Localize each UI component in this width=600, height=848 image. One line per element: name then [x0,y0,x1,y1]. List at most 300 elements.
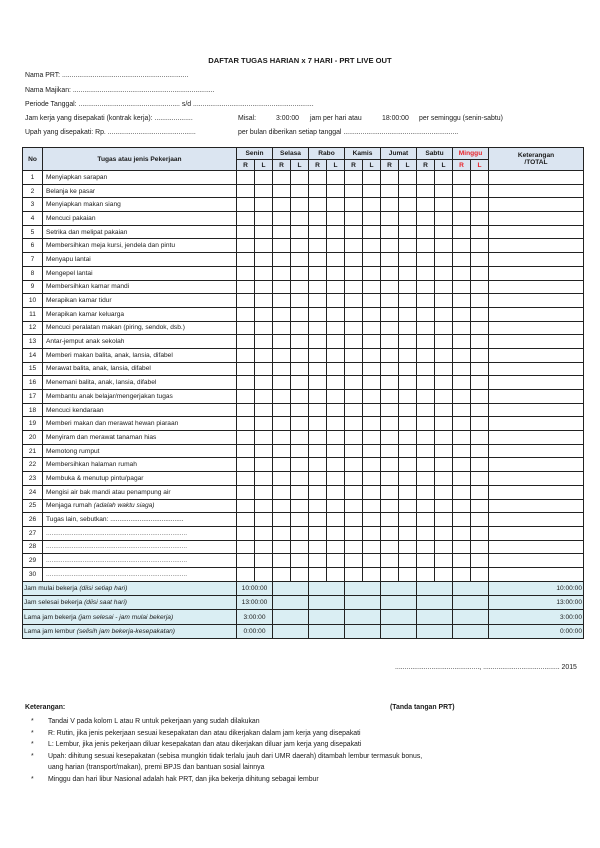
check-cell-selasa-r[interactable] [273,554,291,568]
check-cell-jumat-r[interactable] [381,171,399,185]
keterangan-cell[interactable] [489,348,584,362]
check-cell-senin-l[interactable] [255,403,273,417]
check-cell-jumat-l[interactable] [399,540,417,554]
check-cell-rabo-l[interactable] [327,376,345,390]
check-cell-jumat-l[interactable] [399,239,417,253]
check-cell-rabo-l[interactable] [327,225,345,239]
check-cell-kamis-l[interactable] [363,485,381,499]
check-cell-kamis-r[interactable] [345,554,363,568]
check-cell-senin-r[interactable] [237,403,255,417]
summary-minggu[interactable] [453,596,489,610]
check-cell-selasa-r[interactable] [273,266,291,280]
check-cell-selasa-r[interactable] [273,280,291,294]
keterangan-cell[interactable] [489,335,584,349]
check-cell-jumat-r[interactable] [381,485,399,499]
check-cell-jumat-r[interactable] [381,266,399,280]
check-cell-senin-l[interactable] [255,390,273,404]
check-cell-senin-l[interactable] [255,444,273,458]
check-cell-rabo-r[interactable] [309,554,327,568]
check-cell-sabtu-l[interactable] [435,198,453,212]
check-cell-kamis-l[interactable] [363,390,381,404]
check-cell-kamis-l[interactable] [363,307,381,321]
check-cell-jumat-r[interactable] [381,239,399,253]
check-cell-rabo-r[interactable] [309,499,327,513]
check-cell-rabo-r[interactable] [309,513,327,527]
check-cell-selasa-l[interactable] [291,321,309,335]
check-cell-kamis-r[interactable] [345,390,363,404]
check-cell-sabtu-l[interactable] [435,253,453,267]
check-cell-jumat-r[interactable] [381,225,399,239]
check-cell-rabo-r[interactable] [309,526,327,540]
nama-prt-field[interactable]: Nama PRT: .................................................................. [25,72,189,79]
summary-sabtu[interactable] [417,624,453,638]
check-cell-senin-r[interactable] [237,307,255,321]
summary-sabtu[interactable] [417,581,453,595]
check-cell-rabo-l[interactable] [327,253,345,267]
check-cell-minggu-r[interactable] [453,307,471,321]
check-cell-jumat-l[interactable] [399,294,417,308]
check-cell-selasa-r[interactable] [273,458,291,472]
check-cell-minggu-r[interactable] [453,567,471,581]
check-cell-rabo-l[interactable] [327,184,345,198]
check-cell-minggu-l[interactable] [471,280,489,294]
check-cell-sabtu-l[interactable] [435,431,453,445]
check-cell-jumat-r[interactable] [381,472,399,486]
check-cell-selasa-l[interactable] [291,540,309,554]
check-cell-jumat-r[interactable] [381,307,399,321]
check-cell-senin-l[interactable] [255,266,273,280]
check-cell-selasa-l[interactable] [291,444,309,458]
check-cell-rabo-r[interactable] [309,184,327,198]
check-cell-minggu-r[interactable] [453,184,471,198]
check-cell-minggu-r[interactable] [453,513,471,527]
check-cell-senin-r[interactable] [237,417,255,431]
keterangan-cell[interactable] [489,184,584,198]
check-cell-senin-l[interactable] [255,417,273,431]
check-cell-minggu-r[interactable] [453,253,471,267]
check-cell-sabtu-l[interactable] [435,403,453,417]
task-name[interactable] [43,554,237,568]
check-cell-senin-l[interactable] [255,362,273,376]
check-cell-kamis-l[interactable] [363,239,381,253]
check-cell-rabo-l[interactable] [327,554,345,568]
summary-selasa[interactable] [273,624,309,638]
check-cell-kamis-l[interactable] [363,335,381,349]
check-cell-senin-l[interactable] [255,307,273,321]
upah-tanggal-field[interactable]: per bulan diberikan setiap tanggal ............................................................ [238,129,459,136]
check-cell-minggu-r[interactable] [453,198,471,212]
check-cell-sabtu-r[interactable] [417,540,435,554]
check-cell-minggu-r[interactable] [453,431,471,445]
check-cell-senin-l[interactable] [255,212,273,226]
check-cell-minggu-r[interactable] [453,225,471,239]
check-cell-jumat-l[interactable] [399,335,417,349]
check-cell-minggu-l[interactable] [471,212,489,226]
check-cell-sabtu-r[interactable] [417,266,435,280]
check-cell-senin-l[interactable] [255,184,273,198]
check-cell-senin-r[interactable] [237,239,255,253]
check-cell-minggu-r[interactable] [453,485,471,499]
check-cell-sabtu-l[interactable] [435,567,453,581]
check-cell-minggu-r[interactable] [453,458,471,472]
keterangan-cell[interactable] [489,540,584,554]
check-cell-selasa-r[interactable] [273,307,291,321]
check-cell-senin-r[interactable] [237,348,255,362]
check-cell-kamis-r[interactable] [345,239,363,253]
check-cell-selasa-l[interactable] [291,307,309,321]
check-cell-rabo-l[interactable] [327,403,345,417]
check-cell-sabtu-r[interactable] [417,280,435,294]
check-cell-senin-l[interactable] [255,294,273,308]
check-cell-selasa-l[interactable] [291,458,309,472]
check-cell-selasa-r[interactable] [273,225,291,239]
check-cell-sabtu-l[interactable] [435,348,453,362]
check-cell-sabtu-r[interactable] [417,321,435,335]
check-cell-rabo-l[interactable] [327,567,345,581]
check-cell-sabtu-l[interactable] [435,390,453,404]
check-cell-rabo-r[interactable] [309,253,327,267]
check-cell-minggu-r[interactable] [453,294,471,308]
check-cell-sabtu-l[interactable] [435,499,453,513]
check-cell-minggu-r[interactable] [453,540,471,554]
check-cell-minggu-r[interactable] [453,472,471,486]
check-cell-selasa-l[interactable] [291,280,309,294]
check-cell-jumat-l[interactable] [399,362,417,376]
check-cell-selasa-r[interactable] [273,485,291,499]
check-cell-minggu-r[interactable] [453,266,471,280]
check-cell-minggu-r[interactable] [453,376,471,390]
check-cell-selasa-r[interactable] [273,390,291,404]
check-cell-jumat-r[interactable] [381,513,399,527]
check-cell-senin-l[interactable] [255,499,273,513]
check-cell-senin-r[interactable] [237,335,255,349]
check-cell-kamis-l[interactable] [363,513,381,527]
check-cell-senin-r[interactable] [237,225,255,239]
check-cell-kamis-l[interactable] [363,294,381,308]
check-cell-minggu-l[interactable] [471,417,489,431]
check-cell-selasa-l[interactable] [291,417,309,431]
task-name[interactable] [43,513,237,527]
check-cell-kamis-r[interactable] [345,362,363,376]
check-cell-sabtu-r[interactable] [417,212,435,226]
check-cell-rabo-r[interactable] [309,390,327,404]
summary-jumat[interactable] [381,581,417,595]
check-cell-rabo-r[interactable] [309,239,327,253]
keterangan-cell[interactable] [489,390,584,404]
summary-sabtu[interactable] [417,610,453,624]
check-cell-selasa-r[interactable] [273,294,291,308]
check-cell-senin-l[interactable] [255,321,273,335]
check-cell-selasa-l[interactable] [291,554,309,568]
keterangan-cell[interactable] [489,171,584,185]
check-cell-senin-r[interactable] [237,485,255,499]
check-cell-kamis-r[interactable] [345,184,363,198]
check-cell-sabtu-l[interactable] [435,239,453,253]
check-cell-jumat-r[interactable] [381,540,399,554]
check-cell-selasa-l[interactable] [291,239,309,253]
keterangan-cell[interactable] [489,253,584,267]
check-cell-kamis-r[interactable] [345,403,363,417]
nama-majikan-field[interactable]: Nama Majikan: .......................................................................... [25,87,215,94]
summary-minggu[interactable] [453,581,489,595]
check-cell-sabtu-l[interactable] [435,280,453,294]
check-cell-rabo-r[interactable] [309,567,327,581]
check-cell-minggu-r[interactable] [453,499,471,513]
check-cell-selasa-r[interactable] [273,472,291,486]
check-cell-rabo-l[interactable] [327,499,345,513]
check-cell-jumat-r[interactable] [381,444,399,458]
check-cell-kamis-r[interactable] [345,431,363,445]
check-cell-minggu-r[interactable] [453,321,471,335]
check-cell-jumat-l[interactable] [399,198,417,212]
summary-sabtu[interactable] [417,596,453,610]
task-name[interactable] [43,526,237,540]
check-cell-kamis-l[interactable] [363,253,381,267]
check-cell-jumat-l[interactable] [399,171,417,185]
check-cell-minggu-l[interactable] [471,321,489,335]
check-cell-jumat-r[interactable] [381,431,399,445]
keterangan-cell[interactable] [489,458,584,472]
check-cell-kamis-l[interactable] [363,321,381,335]
check-cell-kamis-l[interactable] [363,540,381,554]
check-cell-sabtu-l[interactable] [435,554,453,568]
keterangan-cell[interactable] [489,294,584,308]
check-cell-sabtu-r[interactable] [417,335,435,349]
check-cell-rabo-r[interactable] [309,171,327,185]
check-cell-senin-r[interactable] [237,472,255,486]
check-cell-selasa-r[interactable] [273,198,291,212]
check-cell-minggu-l[interactable] [471,499,489,513]
check-cell-kamis-r[interactable] [345,335,363,349]
check-cell-rabo-r[interactable] [309,458,327,472]
check-cell-senin-r[interactable] [237,280,255,294]
summary-kamis[interactable] [345,624,381,638]
check-cell-senin-l[interactable] [255,526,273,540]
check-cell-sabtu-l[interactable] [435,171,453,185]
summary-selasa[interactable] [273,610,309,624]
check-cell-sabtu-l[interactable] [435,307,453,321]
check-cell-rabo-r[interactable] [309,376,327,390]
check-cell-jumat-l[interactable] [399,266,417,280]
keterangan-cell[interactable] [489,198,584,212]
check-cell-rabo-r[interactable] [309,307,327,321]
summary-jumat[interactable] [381,610,417,624]
check-cell-rabo-r[interactable] [309,485,327,499]
check-cell-kamis-l[interactable] [363,376,381,390]
check-cell-jumat-l[interactable] [399,458,417,472]
check-cell-rabo-l[interactable] [327,212,345,226]
check-cell-senin-r[interactable] [237,458,255,472]
signature-date-line[interactable]: ............................................, ........................................ 2015 [395,664,577,671]
check-cell-jumat-r[interactable] [381,335,399,349]
check-cell-kamis-l[interactable] [363,225,381,239]
check-cell-kamis-l[interactable] [363,171,381,185]
check-cell-minggu-l[interactable] [471,294,489,308]
check-cell-rabo-l[interactable] [327,198,345,212]
check-cell-senin-r[interactable] [237,444,255,458]
summary-rabo[interactable] [309,581,345,595]
check-cell-sabtu-r[interactable] [417,526,435,540]
check-cell-sabtu-r[interactable] [417,513,435,527]
check-cell-rabo-r[interactable] [309,266,327,280]
check-cell-minggu-r[interactable] [453,390,471,404]
check-cell-sabtu-l[interactable] [435,184,453,198]
check-cell-selasa-r[interactable] [273,212,291,226]
check-cell-senin-l[interactable] [255,198,273,212]
check-cell-jumat-l[interactable] [399,499,417,513]
check-cell-selasa-l[interactable] [291,513,309,527]
check-cell-senin-r[interactable] [237,390,255,404]
check-cell-rabo-r[interactable] [309,348,327,362]
summary-jumat[interactable] [381,596,417,610]
check-cell-minggu-l[interactable] [471,239,489,253]
check-cell-kamis-r[interactable] [345,513,363,527]
check-cell-rabo-r[interactable] [309,335,327,349]
check-cell-senin-l[interactable] [255,540,273,554]
check-cell-jumat-r[interactable] [381,212,399,226]
summary-minggu[interactable] [453,624,489,638]
check-cell-rabo-l[interactable] [327,472,345,486]
check-cell-senin-l[interactable] [255,280,273,294]
check-cell-minggu-r[interactable] [453,362,471,376]
summary-senin[interactable]: 10:00:00 [237,581,273,595]
check-cell-rabo-r[interactable] [309,417,327,431]
check-cell-minggu-r[interactable] [453,417,471,431]
check-cell-minggu-l[interactable] [471,376,489,390]
check-cell-minggu-l[interactable] [471,225,489,239]
check-cell-sabtu-r[interactable] [417,472,435,486]
check-cell-senin-l[interactable] [255,348,273,362]
check-cell-kamis-l[interactable] [363,499,381,513]
check-cell-kamis-r[interactable] [345,417,363,431]
check-cell-rabo-r[interactable] [309,403,327,417]
check-cell-senin-r[interactable] [237,540,255,554]
check-cell-selasa-r[interactable] [273,239,291,253]
check-cell-minggu-l[interactable] [471,444,489,458]
check-cell-kamis-l[interactable] [363,212,381,226]
check-cell-senin-l[interactable] [255,376,273,390]
check-cell-jumat-l[interactable] [399,403,417,417]
check-cell-senin-r[interactable] [237,376,255,390]
check-cell-senin-l[interactable] [255,485,273,499]
check-cell-senin-r[interactable] [237,499,255,513]
check-cell-jumat-r[interactable] [381,184,399,198]
check-cell-sabtu-l[interactable] [435,458,453,472]
check-cell-rabo-r[interactable] [309,280,327,294]
check-cell-selasa-r[interactable] [273,335,291,349]
check-cell-kamis-l[interactable] [363,403,381,417]
check-cell-sabtu-r[interactable] [417,171,435,185]
check-cell-selasa-l[interactable] [291,212,309,226]
check-cell-jumat-l[interactable] [399,526,417,540]
check-cell-jumat-l[interactable] [399,513,417,527]
check-cell-jumat-r[interactable] [381,362,399,376]
check-cell-senin-r[interactable] [237,567,255,581]
check-cell-rabo-l[interactable] [327,348,345,362]
task-name[interactable] [43,567,237,581]
check-cell-sabtu-r[interactable] [417,376,435,390]
check-cell-rabo-l[interactable] [327,417,345,431]
check-cell-kamis-r[interactable] [345,567,363,581]
check-cell-kamis-r[interactable] [345,294,363,308]
check-cell-jumat-r[interactable] [381,403,399,417]
check-cell-selasa-r[interactable] [273,567,291,581]
check-cell-minggu-l[interactable] [471,266,489,280]
summary-rabo[interactable] [309,596,345,610]
check-cell-rabo-l[interactable] [327,239,345,253]
check-cell-jumat-l[interactable] [399,567,417,581]
check-cell-kamis-r[interactable] [345,225,363,239]
check-cell-selasa-l[interactable] [291,348,309,362]
check-cell-senin-r[interactable] [237,526,255,540]
check-cell-sabtu-r[interactable] [417,307,435,321]
check-cell-senin-l[interactable] [255,239,273,253]
check-cell-minggu-r[interactable] [453,171,471,185]
periode-field[interactable]: Periode Tanggal: ..................................................... s/d ............................................................... [25,101,314,108]
check-cell-selasa-r[interactable] [273,362,291,376]
check-cell-rabo-l[interactable] [327,280,345,294]
check-cell-kamis-l[interactable] [363,266,381,280]
check-cell-rabo-l[interactable] [327,266,345,280]
check-cell-senin-l[interactable] [255,253,273,267]
keterangan-cell[interactable] [489,239,584,253]
check-cell-jumat-l[interactable] [399,390,417,404]
check-cell-minggu-l[interactable] [471,485,489,499]
check-cell-rabo-r[interactable] [309,198,327,212]
summary-rabo[interactable] [309,624,345,638]
check-cell-jumat-r[interactable] [381,198,399,212]
check-cell-kamis-l[interactable] [363,280,381,294]
check-cell-sabtu-r[interactable] [417,431,435,445]
check-cell-sabtu-r[interactable] [417,417,435,431]
check-cell-sabtu-r[interactable] [417,225,435,239]
check-cell-kamis-l[interactable] [363,567,381,581]
check-cell-kamis-r[interactable] [345,198,363,212]
check-cell-jumat-l[interactable] [399,348,417,362]
check-cell-rabo-r[interactable] [309,444,327,458]
check-cell-jumat-r[interactable] [381,321,399,335]
check-cell-senin-r[interactable] [237,294,255,308]
check-cell-jumat-l[interactable] [399,280,417,294]
keterangan-cell[interactable] [489,212,584,226]
check-cell-senin-l[interactable] [255,458,273,472]
check-cell-jumat-r[interactable] [381,417,399,431]
check-cell-senin-r[interactable] [237,362,255,376]
check-cell-minggu-l[interactable] [471,335,489,349]
check-cell-sabtu-l[interactable] [435,417,453,431]
check-cell-rabo-l[interactable] [327,390,345,404]
check-cell-minggu-l[interactable] [471,253,489,267]
keterangan-cell[interactable] [489,403,584,417]
check-cell-selasa-l[interactable] [291,390,309,404]
check-cell-rabo-l[interactable] [327,444,345,458]
check-cell-minggu-r[interactable] [453,526,471,540]
check-cell-jumat-l[interactable] [399,307,417,321]
check-cell-kamis-r[interactable] [345,266,363,280]
check-cell-senin-r[interactable] [237,554,255,568]
check-cell-jumat-l[interactable] [399,485,417,499]
check-cell-rabo-l[interactable] [327,540,345,554]
check-cell-jumat-l[interactable] [399,225,417,239]
check-cell-senin-l[interactable] [255,472,273,486]
check-cell-rabo-r[interactable] [309,294,327,308]
check-cell-sabtu-r[interactable] [417,198,435,212]
check-cell-sabtu-l[interactable] [435,321,453,335]
summary-selasa[interactable] [273,581,309,595]
check-cell-sabtu-l[interactable] [435,294,453,308]
check-cell-selasa-l[interactable] [291,526,309,540]
check-cell-selasa-l[interactable] [291,335,309,349]
